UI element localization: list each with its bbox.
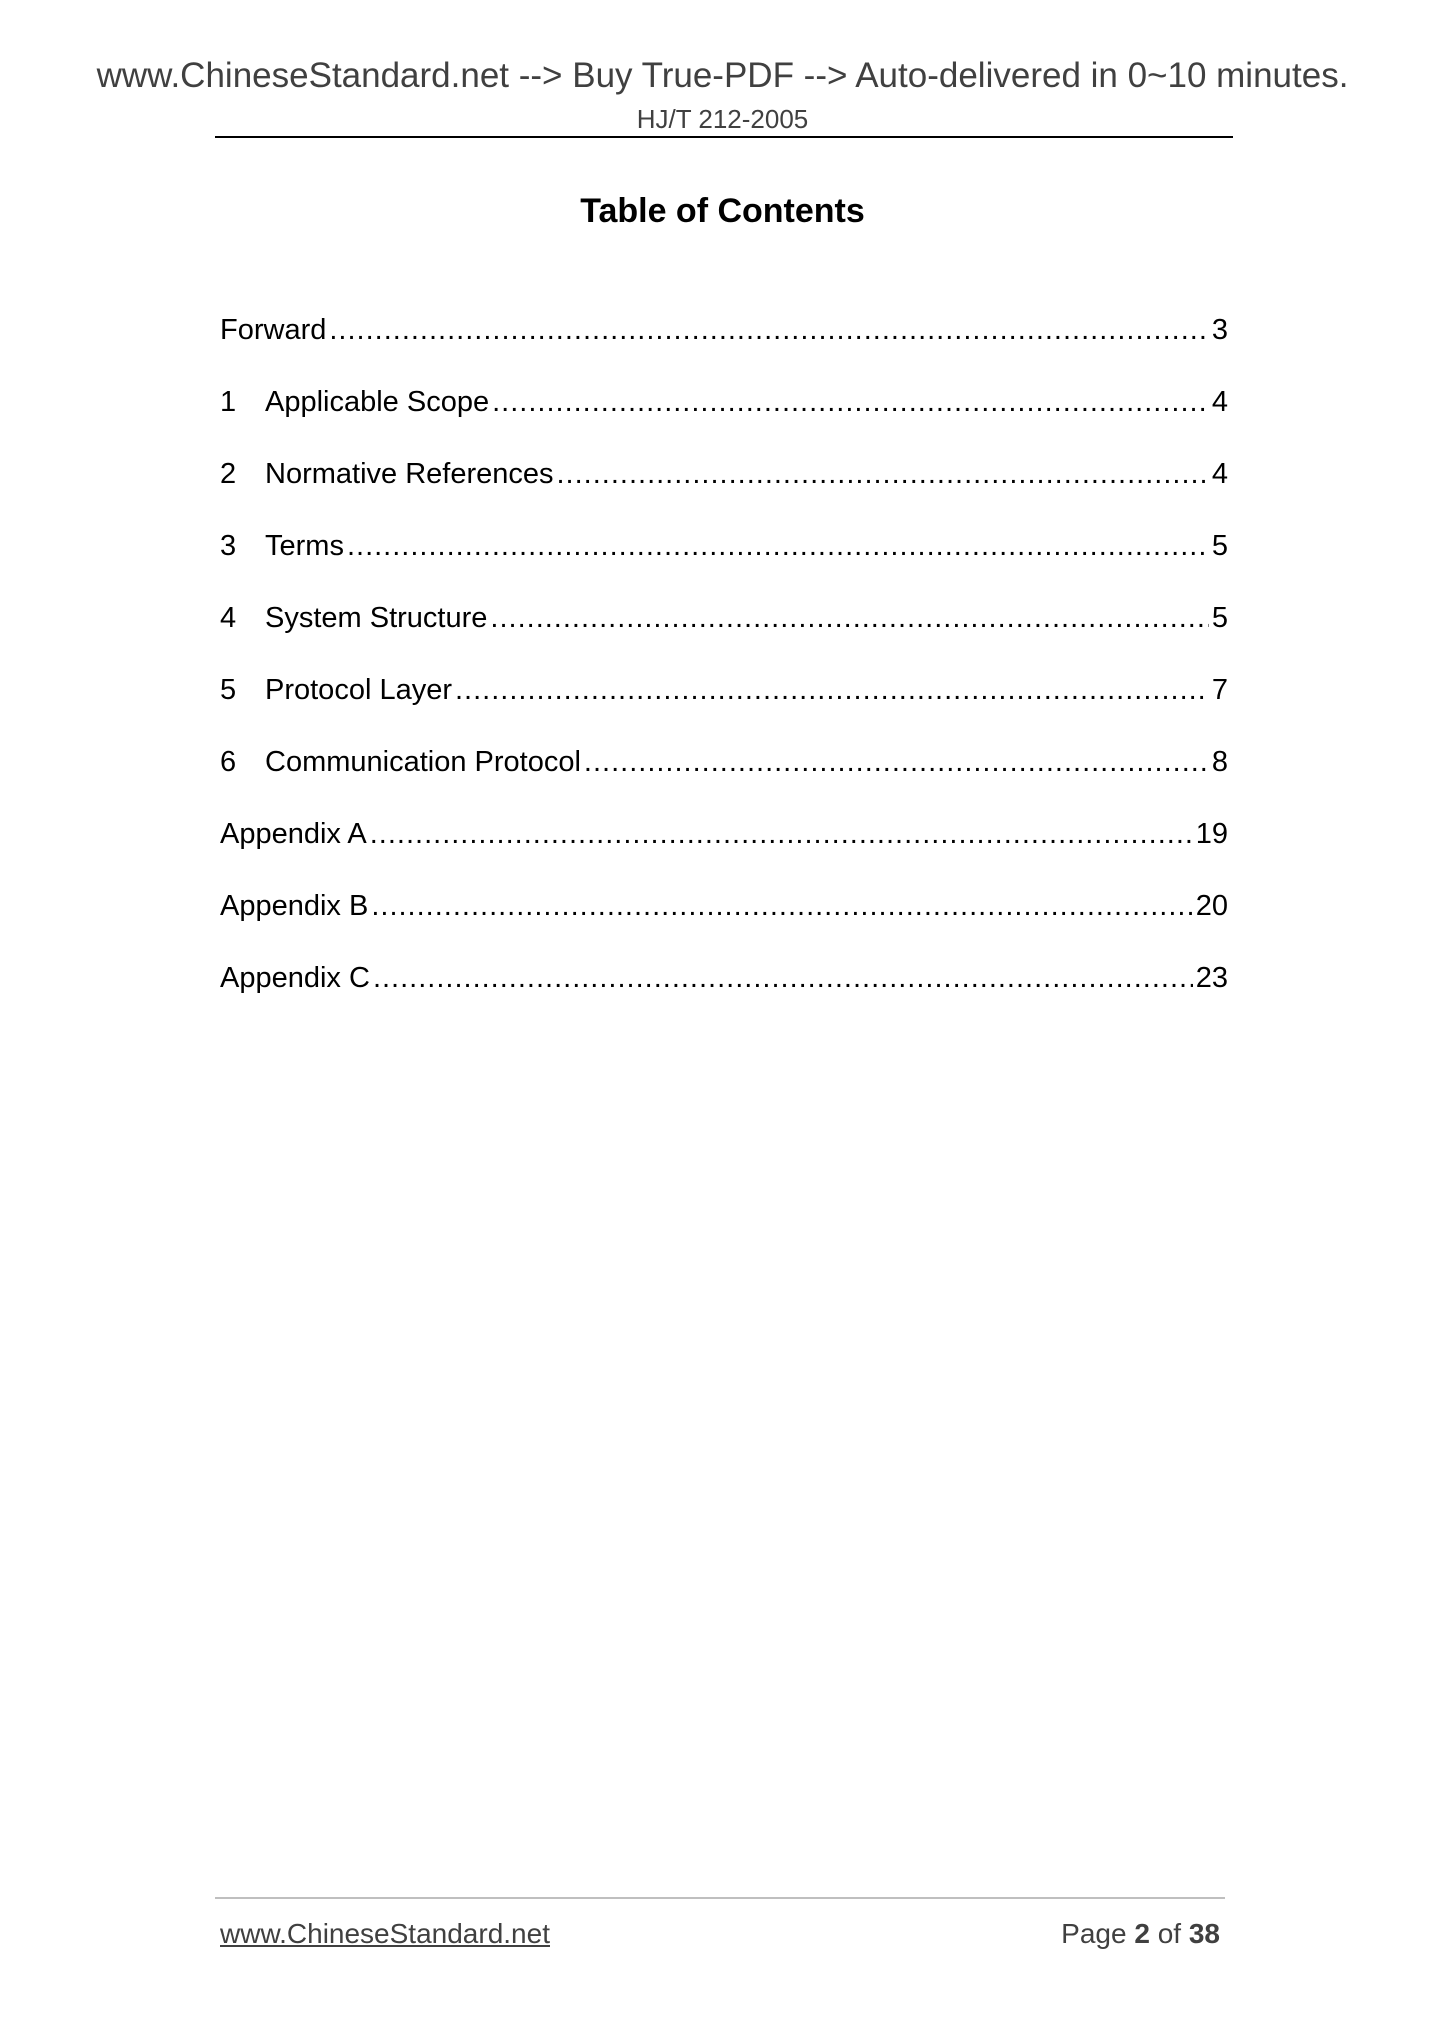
toc-dot-leader <box>557 454 1209 494</box>
toc-entry-page: 5 <box>1211 530 1228 562</box>
toc-dot-leader <box>455 670 1209 710</box>
toc-entry-label: Forward <box>220 314 327 346</box>
toc-entry-page: 19 <box>1195 818 1228 850</box>
toc-entry-label: Appendix C <box>220 962 370 994</box>
toc-dot-leader <box>371 886 1192 926</box>
toc-entry-applicable-scope[interactable] <box>220 382 1228 454</box>
toc-entry-page: 20 <box>1195 890 1228 922</box>
footer-divider <box>215 1897 1225 1899</box>
page-counter <box>1061 1918 1220 1950</box>
page-counter-prefix: Page <box>1061 1918 1127 1949</box>
toc-dot-leader <box>329 310 1209 350</box>
document-code: HJ/T 212-2005 <box>636 104 809 134</box>
toc-entry-normative-references[interactable] <box>220 454 1228 526</box>
toc-entry-appendix-b[interactable] <box>220 886 1228 958</box>
toc-entry-system-structure[interactable] <box>220 598 1228 670</box>
toc-entry-number: 2 <box>220 458 237 490</box>
toc-dot-leader <box>584 742 1209 782</box>
toc-dot-leader <box>347 526 1209 566</box>
toc-dot-leader <box>370 814 1193 854</box>
toc-entry-communication-protocol[interactable] <box>220 742 1228 814</box>
toc-entry-number: 6 <box>220 746 237 778</box>
footer-site-link[interactable]: www.ChineseStandard.net <box>220 1918 550 1949</box>
toc-entry-number: 3 <box>220 530 237 562</box>
toc-entry-protocol-layer[interactable] <box>220 670 1228 742</box>
toc-dot-leader <box>373 958 1193 998</box>
header-divider <box>215 136 1233 138</box>
toc-entry-page: 23 <box>1195 962 1228 994</box>
toc-entry-label: Terms <box>265 530 344 562</box>
toc-entry-page: 8 <box>1211 746 1228 778</box>
page-counter-current: 2 <box>1134 1918 1150 1949</box>
toc-entry-forward[interactable] <box>220 310 1228 382</box>
toc-entry-page: 7 <box>1211 674 1228 706</box>
toc-entry-number: 5 <box>220 674 237 706</box>
toc-entry-label: Appendix B <box>220 890 369 922</box>
toc-entry-label: Appendix A <box>220 818 367 850</box>
toc-entry-appendix-c[interactable] <box>220 958 1228 1030</box>
toc-entry-label: Normative References <box>265 458 554 490</box>
toc-dot-leader <box>490 598 1208 638</box>
toc-list <box>220 310 1228 1030</box>
page-counter-of: of <box>1157 1918 1182 1949</box>
toc-entry-page: 4 <box>1211 458 1228 490</box>
toc-dot-leader <box>492 382 1209 422</box>
toc-entry-appendix-a[interactable] <box>220 814 1228 886</box>
toc-entry-number: 1 <box>220 386 237 418</box>
toc-entry-label: Communication Protocol <box>265 746 581 778</box>
toc-entry-page: 5 <box>1211 602 1228 634</box>
toc-entry-label: Applicable Scope <box>265 386 490 418</box>
toc-entry-label: Protocol Layer <box>265 674 452 706</box>
site-banner: www.ChineseStandard.net --> Buy True-PDF --> Auto-delivered in 0~10 minutes. <box>96 56 1349 95</box>
toc-entry-number: 4 <box>220 602 237 634</box>
toc-entry-terms[interactable] <box>220 526 1228 598</box>
toc-entry-label: System Structure <box>265 602 488 634</box>
page-counter-total: 38 <box>1188 1918 1220 1949</box>
toc-entry-page: 3 <box>1211 314 1228 346</box>
toc-entry-page: 4 <box>1211 386 1228 418</box>
toc-title: Table of Contents <box>580 192 865 230</box>
